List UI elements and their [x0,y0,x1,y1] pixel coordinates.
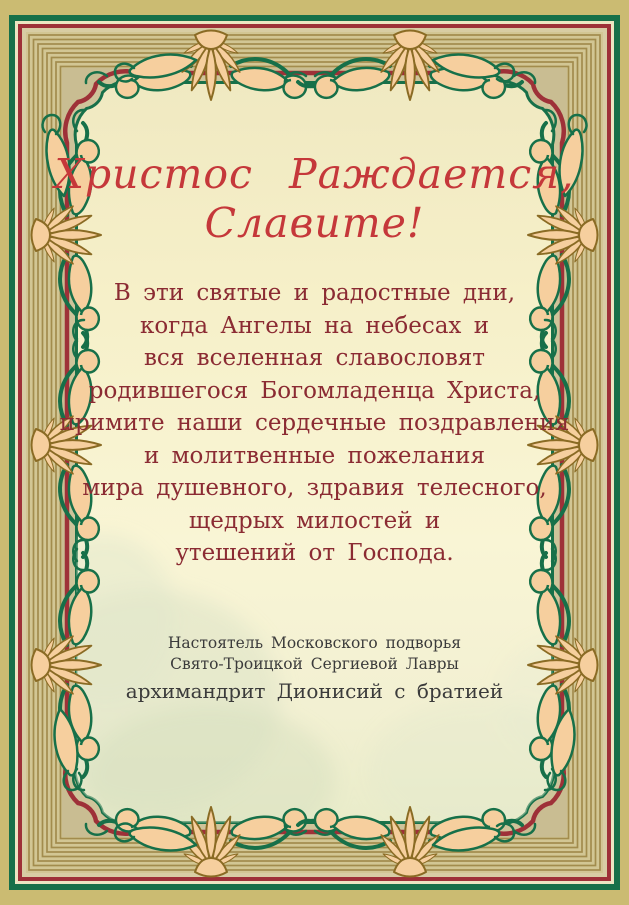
greeting-line-5: примите наши сердечные поздравления [59,410,570,436]
signature-line-3: архимандрит Дионисий с братией [125,679,504,703]
greeting-line-4: родившегося Богомладенца Христа, [88,377,541,404]
greeting-line-9: утешений от Господа. [175,540,454,566]
greeting-line-1: В эти святые и радостные дни, [113,280,516,306]
greeting-line-6: и молитвенные пожелания [144,442,485,469]
signature [42,633,587,706]
title-line-2: Славите! [204,199,425,247]
title-line-1: Христос Раждается, [54,150,575,198]
greeting-line-2: когда Ангелы на небесах и [139,312,490,339]
greeting-line-8: щедрых милостей и [188,507,441,534]
greeting-line-3: вся вселенная славословят [143,345,486,371]
greeting-line-7: мира душевного, здравия телесного, [82,475,547,501]
greeting-text [42,277,587,570]
signature-line-1: Настоятель Московского подворья [167,634,462,652]
card-title [0,150,629,247]
signature-line-2: Свято-Троицкой Сергиевой Лавры [170,655,459,673]
